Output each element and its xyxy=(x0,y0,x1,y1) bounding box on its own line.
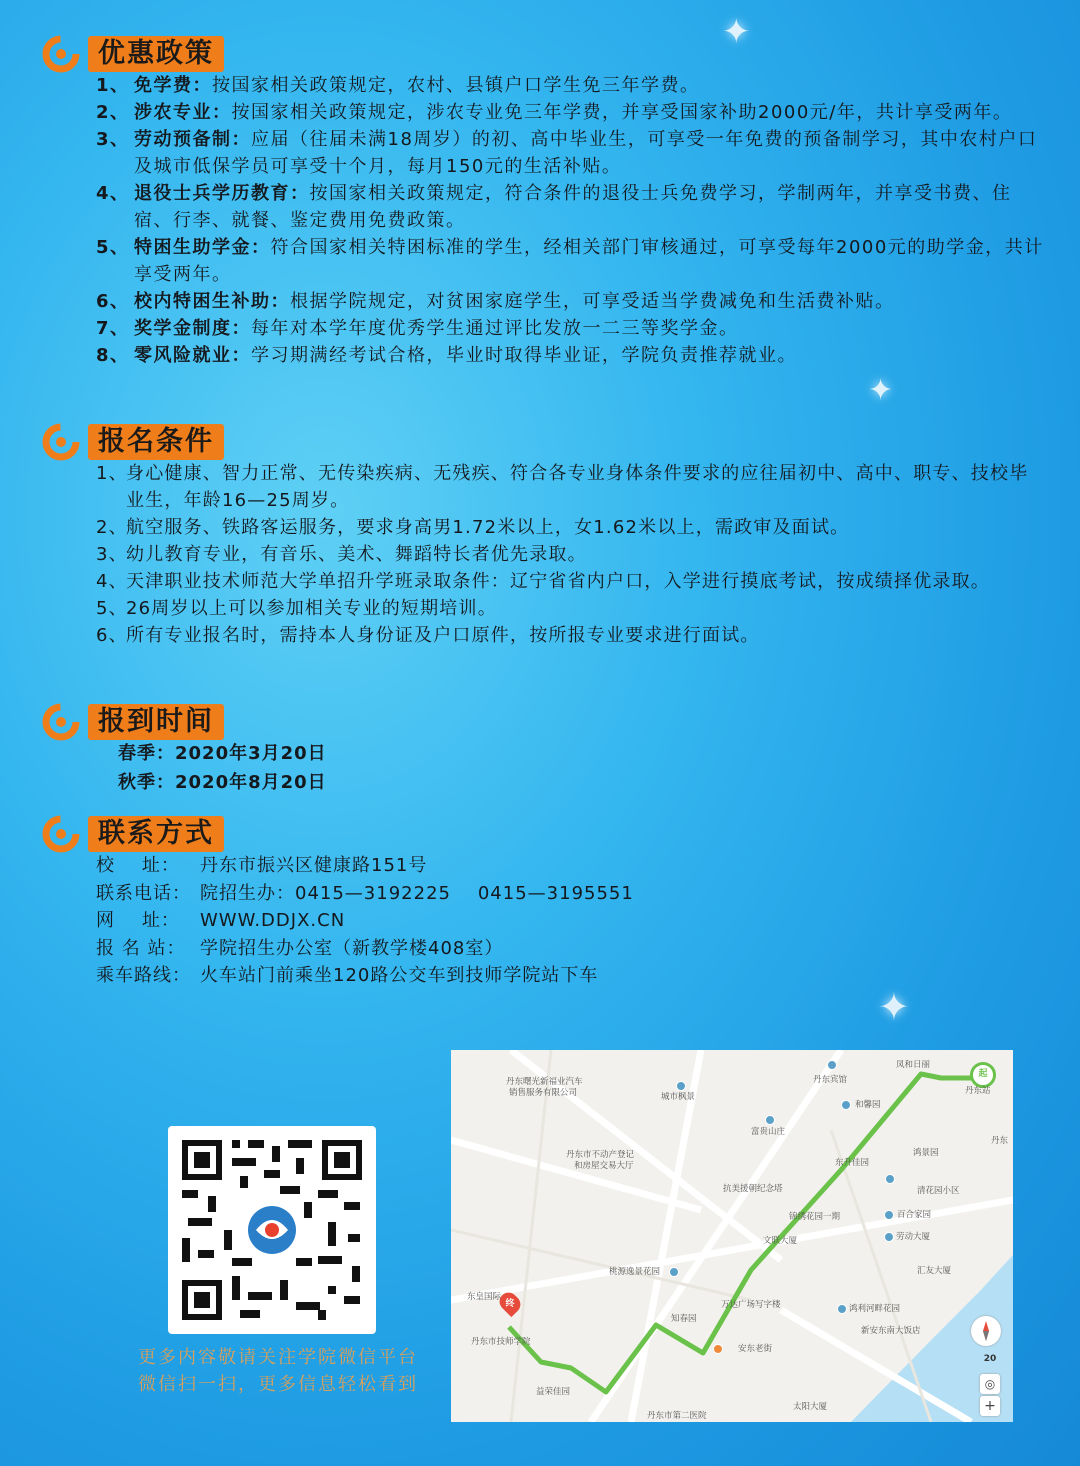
map-label: 太阳大厦 xyxy=(793,1402,828,1412)
map-label: 销售服务有限公司 xyxy=(509,1088,578,1098)
policy-item xyxy=(96,180,1046,234)
zoom-in-button[interactable]: + xyxy=(980,1396,1000,1416)
qr-code-icon xyxy=(168,1126,376,1334)
sparkle-decoration: ✦ xyxy=(878,985,910,1029)
map-label: 丹东市技师学院 xyxy=(471,1337,531,1347)
item-number: 3、 xyxy=(96,129,130,150)
map-label: 丹东曙光新福业汽车 xyxy=(506,1077,583,1087)
policy-list xyxy=(96,72,1046,369)
map-label: 鸿利河畔花园 xyxy=(849,1304,901,1314)
contact-value: 院招生办：0415—3192225 0415—3195551 xyxy=(200,882,634,904)
item-text: 按国家相关政策规定，符合条件的退役士兵免费学习，学制两年，并享受书费、住宿、行李、就餐、鉴定费用免费政策。 xyxy=(134,183,1012,231)
item-text: 按国家相关政策规定，农村、县镇户口学生免三年学费。 xyxy=(212,75,700,96)
item-text: 26周岁以上可以参加相关专业的短期培训。 xyxy=(126,598,497,619)
item-number: 7、 xyxy=(96,318,130,339)
qr-caption-line: 更多内容敬请关注学院微信平台 xyxy=(138,1347,418,1368)
item-number: 5、 xyxy=(96,598,128,619)
spring-date: 春季：2020年3月20日 xyxy=(118,743,327,764)
map-label: 锦绣花园一期 xyxy=(789,1212,841,1222)
qr-caption-line: 微信扫一扫，更多信息轻松看到 xyxy=(138,1374,418,1395)
section-title: 联系方式 xyxy=(88,816,224,852)
item-text: 天津职业技术师范大学单招升学班录取条件：辽宁省省内户口，入学进行摸底考试，按成绩择优录取。 xyxy=(126,571,990,592)
item-label: 零风险就业： xyxy=(134,345,251,366)
wechat-qr-code xyxy=(168,1126,376,1334)
condition-item xyxy=(96,595,1046,622)
item-number: 8、 xyxy=(96,345,130,366)
policy-item xyxy=(96,72,1046,99)
poi-pin-icon xyxy=(841,1100,851,1110)
item-number: 5、 xyxy=(96,237,130,258)
map-label: 丹东市不动产登记 xyxy=(566,1150,635,1160)
section-heading-dates xyxy=(40,700,224,744)
condition-item xyxy=(96,460,1046,514)
item-text: 应届（往届未满18周岁）的初、高中毕业生，可享受一年免费的预备制学习，其中农村户口及城市低保学员可享受十个月，每月150元的生活补贴。 xyxy=(134,129,1038,177)
condition-item xyxy=(96,568,1046,595)
map-label: 富贵山庄 xyxy=(751,1127,786,1137)
policy-item xyxy=(96,126,1046,180)
policy-item xyxy=(96,342,1046,369)
policy-item xyxy=(96,234,1046,288)
map-label: 知春园 xyxy=(671,1314,697,1324)
contact-phone xyxy=(96,880,634,908)
map-label: 东升佳园 xyxy=(835,1158,870,1168)
contact-value: 火车站门前乘坐120路公交车到技师学院站下车 xyxy=(200,965,599,986)
item-number: 6、 xyxy=(96,625,128,646)
poi-pin-icon xyxy=(827,1060,837,1070)
contact-address xyxy=(96,852,634,880)
item-text: 幼儿教育专业，有音乐、美术、舞蹈特长者优先录取。 xyxy=(126,544,587,565)
map-label: 和馨园 xyxy=(855,1100,881,1110)
item-number: 3、 xyxy=(96,544,128,565)
map-label: 万达广场写字楼 xyxy=(721,1300,781,1310)
end-marker-label: 起 xyxy=(978,1069,988,1079)
map-label: 新安东南大饭店 xyxy=(861,1326,921,1336)
map-label: 凤和日丽 xyxy=(896,1060,931,1070)
map-label: 丹东宾馆 xyxy=(813,1075,848,1085)
item-text: 航空服务、铁路客运服务，要求身高男1.72米以上，女1.62米以上，需政审及面试。 xyxy=(126,517,850,538)
dates-block xyxy=(118,739,327,797)
item-number: 6、 xyxy=(96,291,130,312)
map-label: 城市枫景 xyxy=(661,1092,696,1102)
poi-pin-icon xyxy=(713,1344,723,1354)
item-text: 按国家相关政策规定，涉农专业免三年学费，并享受国家补助2000元/年，共计享受两年。 xyxy=(231,102,1013,123)
item-number: 2、 xyxy=(96,102,130,123)
map-label: 文联大厦 xyxy=(763,1236,798,1246)
item-number: 1、 xyxy=(96,463,128,484)
compass-icon[interactable] xyxy=(971,1316,1001,1346)
item-label: 奖学金制度： xyxy=(134,318,251,339)
item-text: 符合国家相关特困标准的学生，经相关部门审核通过，可享受每年2000元的助学金，共计享受两年。 xyxy=(134,237,1044,285)
map-label: 和房屋交易大厅 xyxy=(574,1161,634,1171)
item-number: 2、 xyxy=(96,517,128,538)
conditions-list xyxy=(96,460,1046,649)
item-number: 4、 xyxy=(96,571,128,592)
swirl-icon xyxy=(40,421,82,463)
policy-item xyxy=(96,99,1046,126)
poi-pin-icon xyxy=(885,1174,895,1184)
map-label: 清花园小区 xyxy=(917,1186,960,1196)
poi-pin-icon xyxy=(884,1210,894,1220)
contact-label: 网 址： xyxy=(96,910,180,931)
map-label: 抗美援朝纪念塔 xyxy=(723,1184,783,1194)
swirl-icon xyxy=(40,813,82,855)
item-label: 退役士兵学历教育： xyxy=(134,183,310,204)
route-map[interactable] xyxy=(451,1050,1013,1422)
map-label: 桃源逸景花园 xyxy=(609,1267,661,1277)
poi-pin-icon xyxy=(837,1304,847,1314)
item-label: 免学费： xyxy=(134,75,212,96)
contact-label: 乘车路线： xyxy=(96,965,191,986)
section-heading-conditions xyxy=(40,420,224,464)
contact-website xyxy=(96,907,634,935)
poi-pin-icon xyxy=(676,1081,686,1091)
contact-value: 学院招生办公室（新教学楼408室） xyxy=(200,937,504,959)
start-marker-label: 终 xyxy=(505,1299,515,1309)
section-heading-policy xyxy=(40,32,224,76)
contact-value: WWW.DDJX.CN xyxy=(200,910,346,931)
map-label: 丹东 xyxy=(991,1136,1009,1146)
poi-pin-icon xyxy=(884,1232,894,1242)
locate-button[interactable]: ◎ xyxy=(980,1374,1000,1394)
contact-label: 校 址： xyxy=(96,855,180,876)
item-text: 所有专业报名时，需持本人身份证及户口原件，按所报专业要求进行面试。 xyxy=(126,625,760,646)
contact-list xyxy=(96,852,634,990)
qr-caption xyxy=(118,1344,438,1398)
section-title: 报到时间 xyxy=(88,704,224,740)
zoom-level: 20 xyxy=(983,1354,997,1364)
item-label: 涉农专业： xyxy=(134,102,232,123)
section-title: 优惠政策 xyxy=(88,36,224,72)
poi-pin-icon xyxy=(765,1115,775,1125)
swirl-icon xyxy=(40,33,82,75)
contact-value: 丹东市振兴区健康路151号 xyxy=(200,855,428,876)
swirl-icon xyxy=(40,701,82,743)
item-number: 1、 xyxy=(96,75,130,96)
map-label: 安东老街 xyxy=(738,1344,773,1354)
map-label: 丹东市第二医院 xyxy=(647,1411,707,1421)
item-number: 4、 xyxy=(96,183,130,204)
policy-item xyxy=(96,315,1046,342)
autumn-date: 秋季：2020年8月20日 xyxy=(118,772,327,793)
map-label: 劳动大厦 xyxy=(896,1232,931,1242)
condition-item xyxy=(96,514,1046,541)
item-label: 劳动预备制： xyxy=(134,129,251,150)
poi-pin-icon xyxy=(669,1267,679,1277)
sparkle-decoration: ✦ xyxy=(722,12,751,52)
map-label: 汇友大厦 xyxy=(917,1266,952,1276)
section-title: 报名条件 xyxy=(88,424,224,460)
item-label: 特困生助学金： xyxy=(134,237,271,258)
map-label: 益荣佳园 xyxy=(536,1387,571,1397)
contact-route xyxy=(96,962,634,990)
map-label: 丹东站 xyxy=(965,1086,991,1096)
item-text: 身心健康、智力正常、无传染疾病、无残疾、符合各专业身体条件要求的应往届初中、高中、职专、技校毕业生，年龄16—25周岁。 xyxy=(126,463,1029,511)
map-label: 鸿景园 xyxy=(913,1148,939,1158)
contact-office xyxy=(96,935,634,963)
item-label: 校内特困生补助： xyxy=(134,291,290,312)
contact-label: 联系电话： xyxy=(96,882,191,904)
policy-item xyxy=(96,288,1046,315)
item-text: 学习期满经考试合格，毕业时取得毕业证，学院负责推荐就业。 xyxy=(251,345,797,366)
condition-item xyxy=(96,622,1046,649)
map-label: 百合家园 xyxy=(897,1210,932,1220)
sparkle-decoration: ✦ xyxy=(868,373,894,408)
contact-label: 报 名 站： xyxy=(96,937,186,959)
section-heading-contact xyxy=(40,812,224,856)
item-text: 每年对本学年度优秀学生通过评比发放一二三等奖学金。 xyxy=(251,318,739,339)
item-text: 根据学院规定，对贫困家庭学生，可享受适当学费减免和生活费补贴。 xyxy=(290,291,895,312)
condition-item xyxy=(96,541,1046,568)
map-label: 东皇国际 xyxy=(467,1292,502,1302)
